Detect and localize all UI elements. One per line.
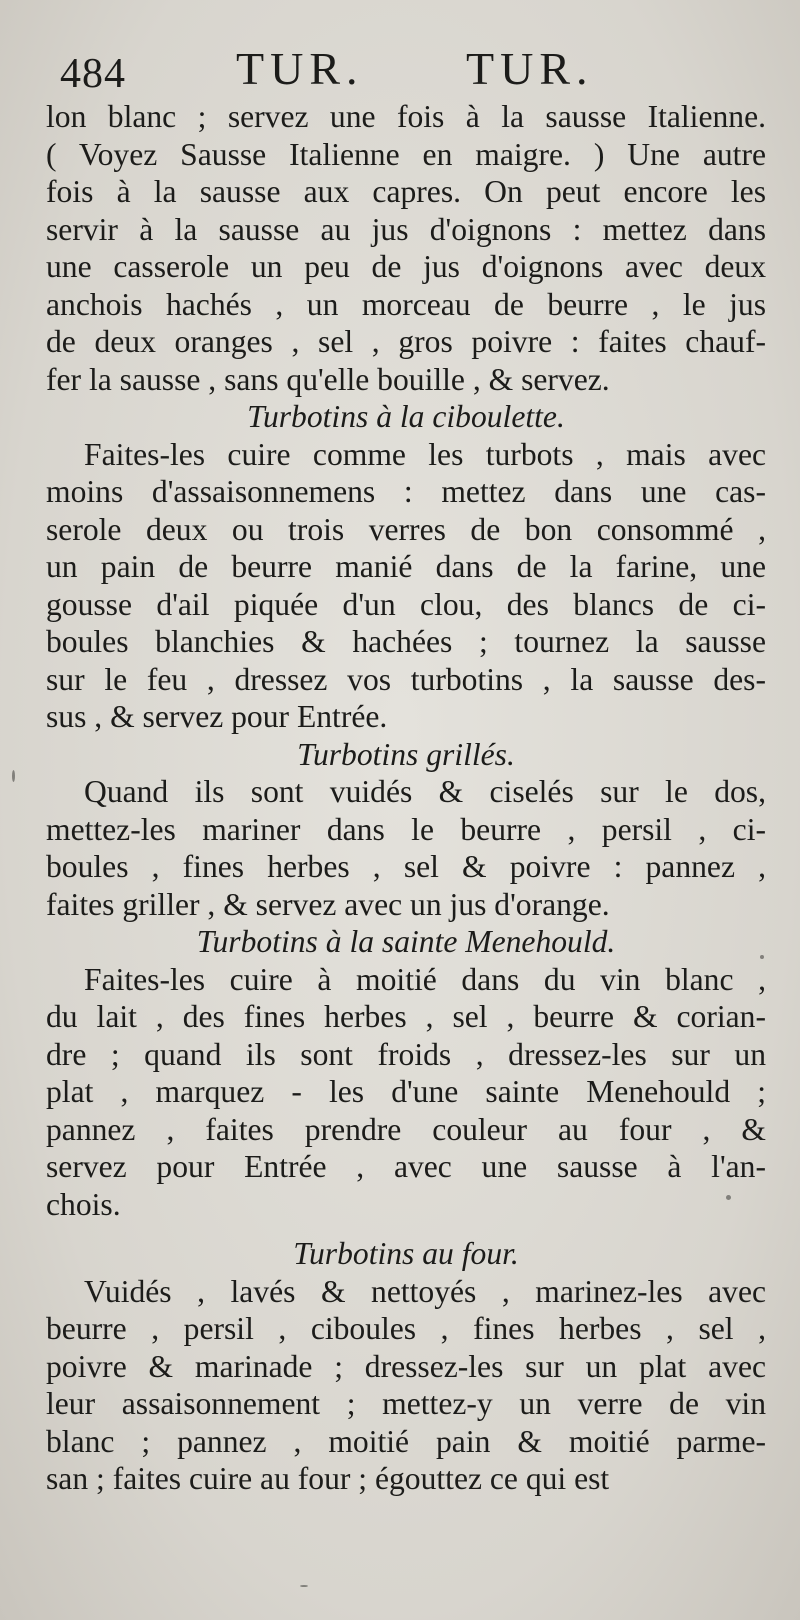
text-line: leur assaisonnement ; mettez-y un verre de vin <box>46 1386 766 1421</box>
text-line: lon blanc ; servez une fois à la sausse Italienne. <box>46 99 766 134</box>
text-line: anchois hachés , un morceau de beurre , le jus <box>46 286 766 322</box>
text-line: Quand ils sont vuidés & ciselés sur le dos, <box>84 774 766 809</box>
text-line: Faites-les cuire à moitié dans du vin blanc , <box>84 961 766 997</box>
paper-speck <box>760 955 764 959</box>
text-line: fois à la sausse aux capres. On peut encore les <box>46 174 766 209</box>
text-line: blanc ; pannez , moitié pain & moitié parme- <box>46 1423 766 1459</box>
text-line: sur le feu , dressez vos turbotins , la sausse des- <box>46 661 766 697</box>
text-line: ( Voyez Sausse Italienne en maigre. ) Une autre <box>46 136 766 172</box>
text-line: plat , marquez - les d'une sainte Menehould ; <box>46 1074 766 1109</box>
section-heading: Turbotins au four. <box>293 1236 519 1271</box>
text-line: pannez , faites prendre couleur au four , & <box>46 1111 766 1147</box>
paper-speck <box>300 1585 308 1587</box>
text-line: de deux oranges , sel , gros poivre : faites chauf- <box>46 324 766 359</box>
running-head-right: TUR. <box>466 43 594 94</box>
text-line: san ; faites cuire au four ; égouttez ce qui est <box>46 1461 610 1496</box>
page-number: 484 <box>60 51 126 97</box>
text-line: faites griller , & servez avec un jus d'orange. <box>46 886 610 922</box>
text-line: beurre , persil , ciboules , fines herbes , sel , <box>46 1311 766 1346</box>
section-heading: Turbotins à la sainte Menehould. <box>196 924 616 959</box>
paper-speck <box>12 770 15 782</box>
text-line: du lait , des fines herbes , sel , beurre & corian- <box>46 999 766 1034</box>
text-line: gousse d'ail piquée d'un clou, des blancs de ci- <box>46 586 766 622</box>
text-line: dre ; quand ils sont froids , dressez-les sur un <box>46 1036 766 1072</box>
section-heading: Turbotins à la ciboulette. <box>247 399 565 434</box>
body-text <box>46 98 766 1498</box>
text-line: fer la sausse , sans qu'elle bouille , & servez. <box>46 361 610 397</box>
text-line: poivre & marinade ; dressez-les sur un plat avec <box>46 1348 766 1384</box>
text-line: sus , & servez pour Entrée. <box>46 699 388 734</box>
section-heading: Turbotins grillés. <box>297 736 515 772</box>
text-line: boules , fines herbes , sel & poivre : pannez , <box>46 849 766 884</box>
text-line: une casserole un peu de jus d'oignons avec deux <box>46 249 766 284</box>
section-spacer <box>46 1223 766 1235</box>
text-line: chois. <box>46 1186 121 1222</box>
text-line: mettez-les mariner dans le beurre , persil , ci- <box>46 811 766 847</box>
text-line: Faites-les cuire comme les turbots , mais avec <box>84 436 766 472</box>
text-line: servir à la sausse au jus d'oignons : mettez dans <box>46 211 766 247</box>
running-head-left: TUR. <box>236 43 364 94</box>
text-line: un pain de beurre manié dans de la farine, une <box>46 549 766 584</box>
text-line: servez pour Entrée , avec une sausse à l'an- <box>46 1149 766 1184</box>
page-header <box>50 42 760 102</box>
paper-speck <box>726 1195 731 1200</box>
text-line: boules blanchies & hachées ; tournez la sausse <box>46 624 766 659</box>
text-line: serole deux ou trois verres de bon consommé , <box>46 511 766 547</box>
text-line: Vuidés , lavés & nettoyés , marinez-les avec <box>84 1273 766 1309</box>
text-line: moins d'assaisonnemens : mettez dans une cas- <box>46 474 766 509</box>
